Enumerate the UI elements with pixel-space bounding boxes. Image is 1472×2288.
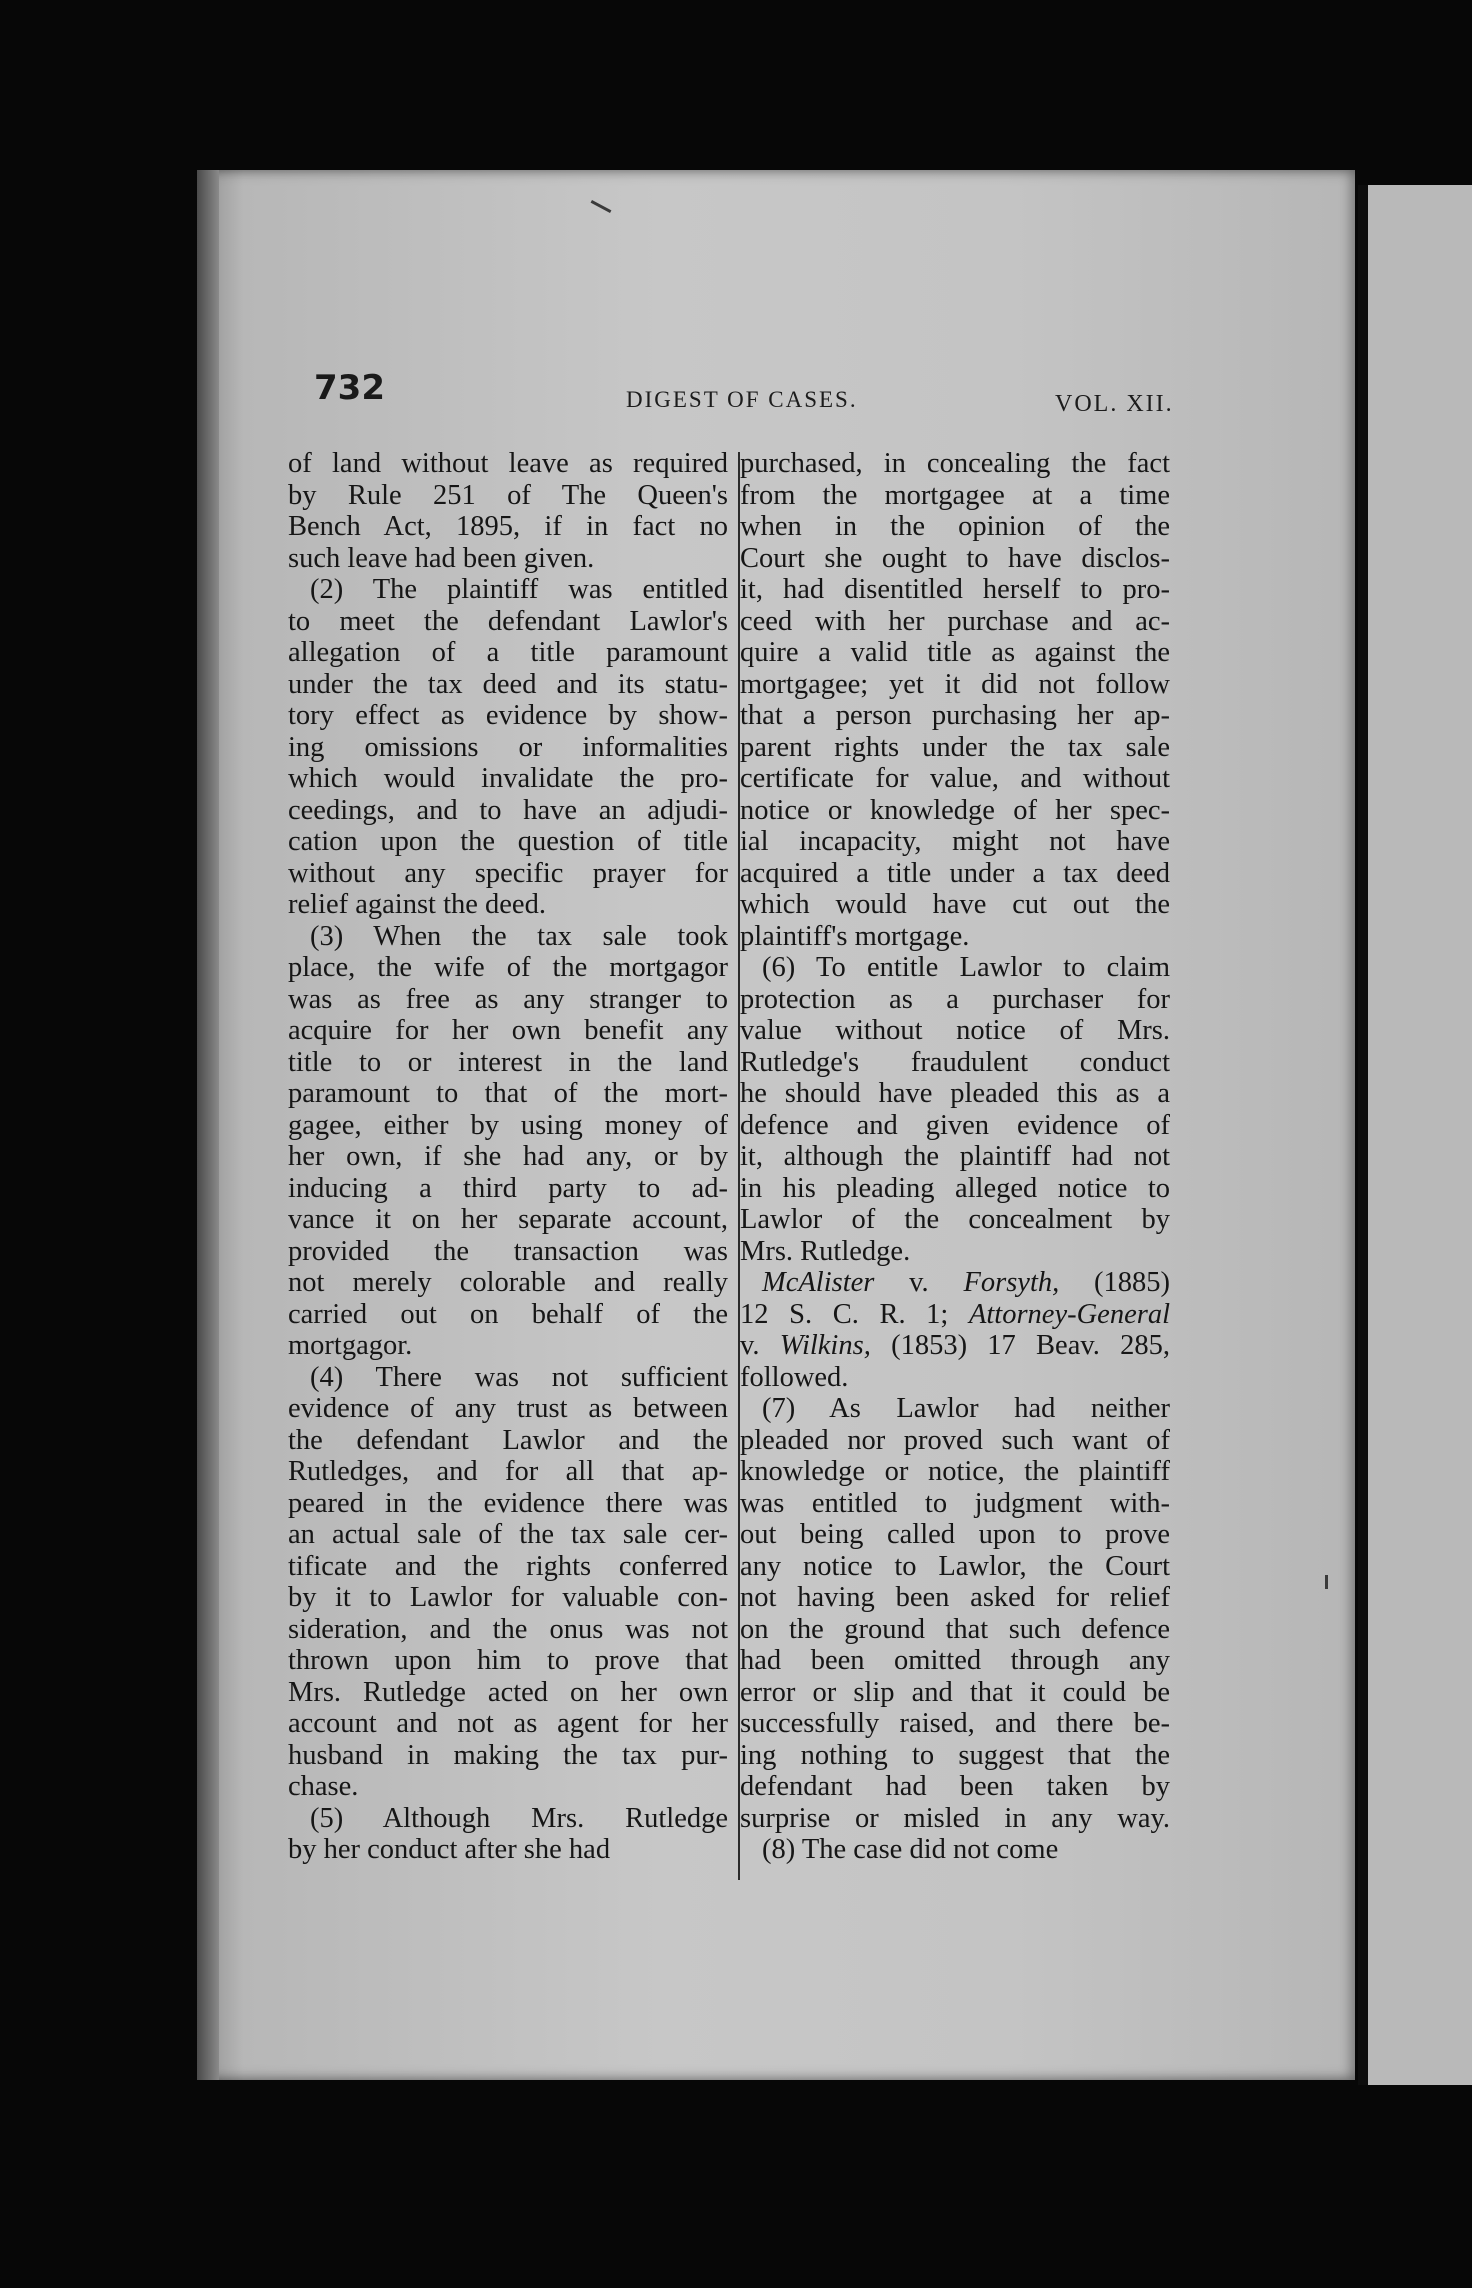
text-line: quire a valid title as against the xyxy=(740,637,1170,668)
text-line: knowledge or notice, the plaintiff xyxy=(740,1456,1170,1487)
text-line: 12 S. C. R. 1; Attorney-General xyxy=(740,1298,1170,1330)
text-line: pleaded nor proved such want of xyxy=(740,1424,1170,1456)
text-line: inducing a third party to ad- xyxy=(288,1172,728,1204)
adjacent-page-edge xyxy=(1358,185,1472,2085)
text-line: it, although the plaintiff had not xyxy=(740,1141,1170,1172)
text-line: successfully raised, and there be- xyxy=(740,1708,1170,1739)
text-line: under the tax deed and its statu- xyxy=(288,668,728,700)
text-line: relief against the deed. xyxy=(288,889,546,920)
text-line: it, had disentitled herself to pro- xyxy=(740,574,1170,605)
volume-label: VOL. XII. xyxy=(1055,391,1174,417)
text-line: was entitled to judgment with- xyxy=(740,1487,1170,1519)
text-line: peared in the evidence there was xyxy=(288,1487,728,1519)
text-line: (2) The plaintiff was entitled xyxy=(310,574,728,605)
text-line: purchased, in concealing the fact xyxy=(740,448,1170,479)
text-line: ial incapacity, might not have xyxy=(740,826,1170,857)
text-line: had been omitted through any xyxy=(740,1645,1170,1676)
text-line: v. Wilkins, (1853) 17 Beav. 285, xyxy=(740,1330,1170,1361)
text-line: on the ground that such defence xyxy=(740,1613,1170,1645)
text-line: error or slip and that it could be xyxy=(740,1676,1170,1708)
text-line: Lawlor of the concealment by xyxy=(740,1204,1170,1235)
text-line: protection as a purchaser for xyxy=(740,983,1170,1015)
text-line: by Rule 251 of The Queen's xyxy=(288,479,728,511)
text-line: ing nothing to suggest that the xyxy=(740,1739,1170,1771)
text-line: (7) As Lawlor had neither xyxy=(762,1393,1170,1424)
text-line: value without notice of Mrs. xyxy=(740,1015,1170,1046)
text-line: which would have cut out the xyxy=(740,889,1170,920)
text-line: cation upon the question of title xyxy=(288,826,728,857)
text-line: account and not as agent for her xyxy=(288,1708,728,1739)
text-line: Rutledges, and for all that ap- xyxy=(288,1456,728,1487)
text-line: by her conduct after she had xyxy=(288,1834,611,1865)
text-line: title to or interest in the land xyxy=(288,1046,728,1078)
text-line: Court she ought to have disclos- xyxy=(740,542,1170,574)
text-line: ceed with her purchase and ac- xyxy=(740,605,1170,637)
page-binding-edge xyxy=(197,170,219,2080)
text-line: McAlister v. Forsyth, (1885) xyxy=(762,1267,1170,1298)
text-line: Rutledge's fraudulent conduct xyxy=(740,1046,1170,1078)
text-line: surprise or misled in any way. xyxy=(740,1802,1170,1834)
text-line: that a person purchasing her ap- xyxy=(740,700,1170,731)
text-line: not having been asked for relief xyxy=(740,1582,1170,1613)
page-number: 732 xyxy=(314,368,385,408)
text-line: out being called upon to prove xyxy=(740,1519,1170,1550)
text-line: any notice to Lawlor, the Court xyxy=(740,1550,1170,1582)
text-line: her own, if she had any, or by xyxy=(288,1141,728,1172)
text-line: husband in making the tax pur- xyxy=(288,1739,728,1771)
text-line: (8) The case did not come xyxy=(762,1834,1059,1865)
text-line: (5) Although Mrs. Rutledge xyxy=(310,1802,728,1834)
text-line: vance it on her separate account, xyxy=(288,1204,728,1235)
text-line: evidence of any trust as between xyxy=(288,1393,728,1424)
text-line: place, the wife of the mortgagor xyxy=(288,952,728,983)
text-line: to meet the defendant Lawlor's xyxy=(288,605,728,637)
text-line: (6) To entitle Lawlor to claim xyxy=(762,952,1170,983)
text-line: notice or knowledge of her spec- xyxy=(740,794,1170,826)
text-line: by it to Lawlor for valuable con- xyxy=(288,1582,728,1613)
text-line: when in the opinion of the xyxy=(740,511,1170,542)
text-line: tory effect as evidence by show- xyxy=(288,700,728,731)
text-line: tificate and the rights conferred xyxy=(288,1550,728,1582)
text-line: mortgagee; yet it did not follow xyxy=(740,668,1170,700)
left-column xyxy=(288,448,728,1866)
text-line: in his pleading alleged notice to xyxy=(740,1172,1170,1204)
text-line: defence and given evidence of xyxy=(740,1109,1170,1141)
text-line: parent rights under the tax sale xyxy=(740,731,1170,763)
text-line: Mrs. Rutledge acted on her own xyxy=(288,1676,728,1708)
text-line: which would invalidate the pro- xyxy=(288,763,728,794)
text-line: Mrs. Rutledge. xyxy=(740,1235,911,1267)
text-line: the defendant Lawlor and the xyxy=(288,1424,728,1456)
text-line: ceedings, and to have an adjudi- xyxy=(288,794,728,826)
text-line: sideration, and the onus was not xyxy=(288,1613,728,1645)
text-line: he should have pleaded this as a xyxy=(740,1078,1170,1109)
text-line: plaintiff's mortgage. xyxy=(740,920,970,952)
text-line: certificate for value, and without xyxy=(740,763,1170,794)
scan-mark xyxy=(1325,1575,1328,1589)
text-line: acquire for her own benefit any xyxy=(288,1015,728,1046)
text-line: carried out on behalf of the xyxy=(288,1298,728,1330)
text-line: thrown upon him to prove that xyxy=(288,1645,728,1676)
text-line: from the mortgagee at a time xyxy=(740,479,1170,511)
text-line: (4) There was not sufficient xyxy=(310,1361,728,1393)
text-line: Bench Act, 1895, if in fact no xyxy=(288,511,728,542)
text-line: such leave had been given. xyxy=(288,542,595,574)
text-line: defendant had been taken by xyxy=(740,1771,1170,1802)
running-head: DIGEST OF CASES. xyxy=(626,387,858,412)
text-line: allegation of a title paramount xyxy=(288,637,728,668)
text-line: chase. xyxy=(288,1771,359,1802)
text-line: not merely colorable and really xyxy=(288,1267,728,1298)
right-column xyxy=(740,448,1170,1866)
text-line: mortgagor. xyxy=(288,1330,413,1361)
text-line: ing omissions or informalities xyxy=(288,731,728,763)
text-line: gagee, either by using money of xyxy=(288,1109,728,1141)
text-line: without any specific prayer for xyxy=(288,857,728,889)
text-line: an actual sale of the tax sale cer- xyxy=(288,1519,728,1550)
text-line: followed. xyxy=(740,1361,849,1393)
text-line: (3) When the tax sale took xyxy=(310,920,728,952)
text-line: acquired a title under a tax deed xyxy=(740,857,1170,889)
text-line: of land without leave as required xyxy=(288,448,728,479)
text-line: was as free as any stranger to xyxy=(288,983,728,1015)
text-line: provided the transaction was xyxy=(288,1235,728,1267)
text-line: paramount to that of the mort- xyxy=(288,1078,728,1109)
